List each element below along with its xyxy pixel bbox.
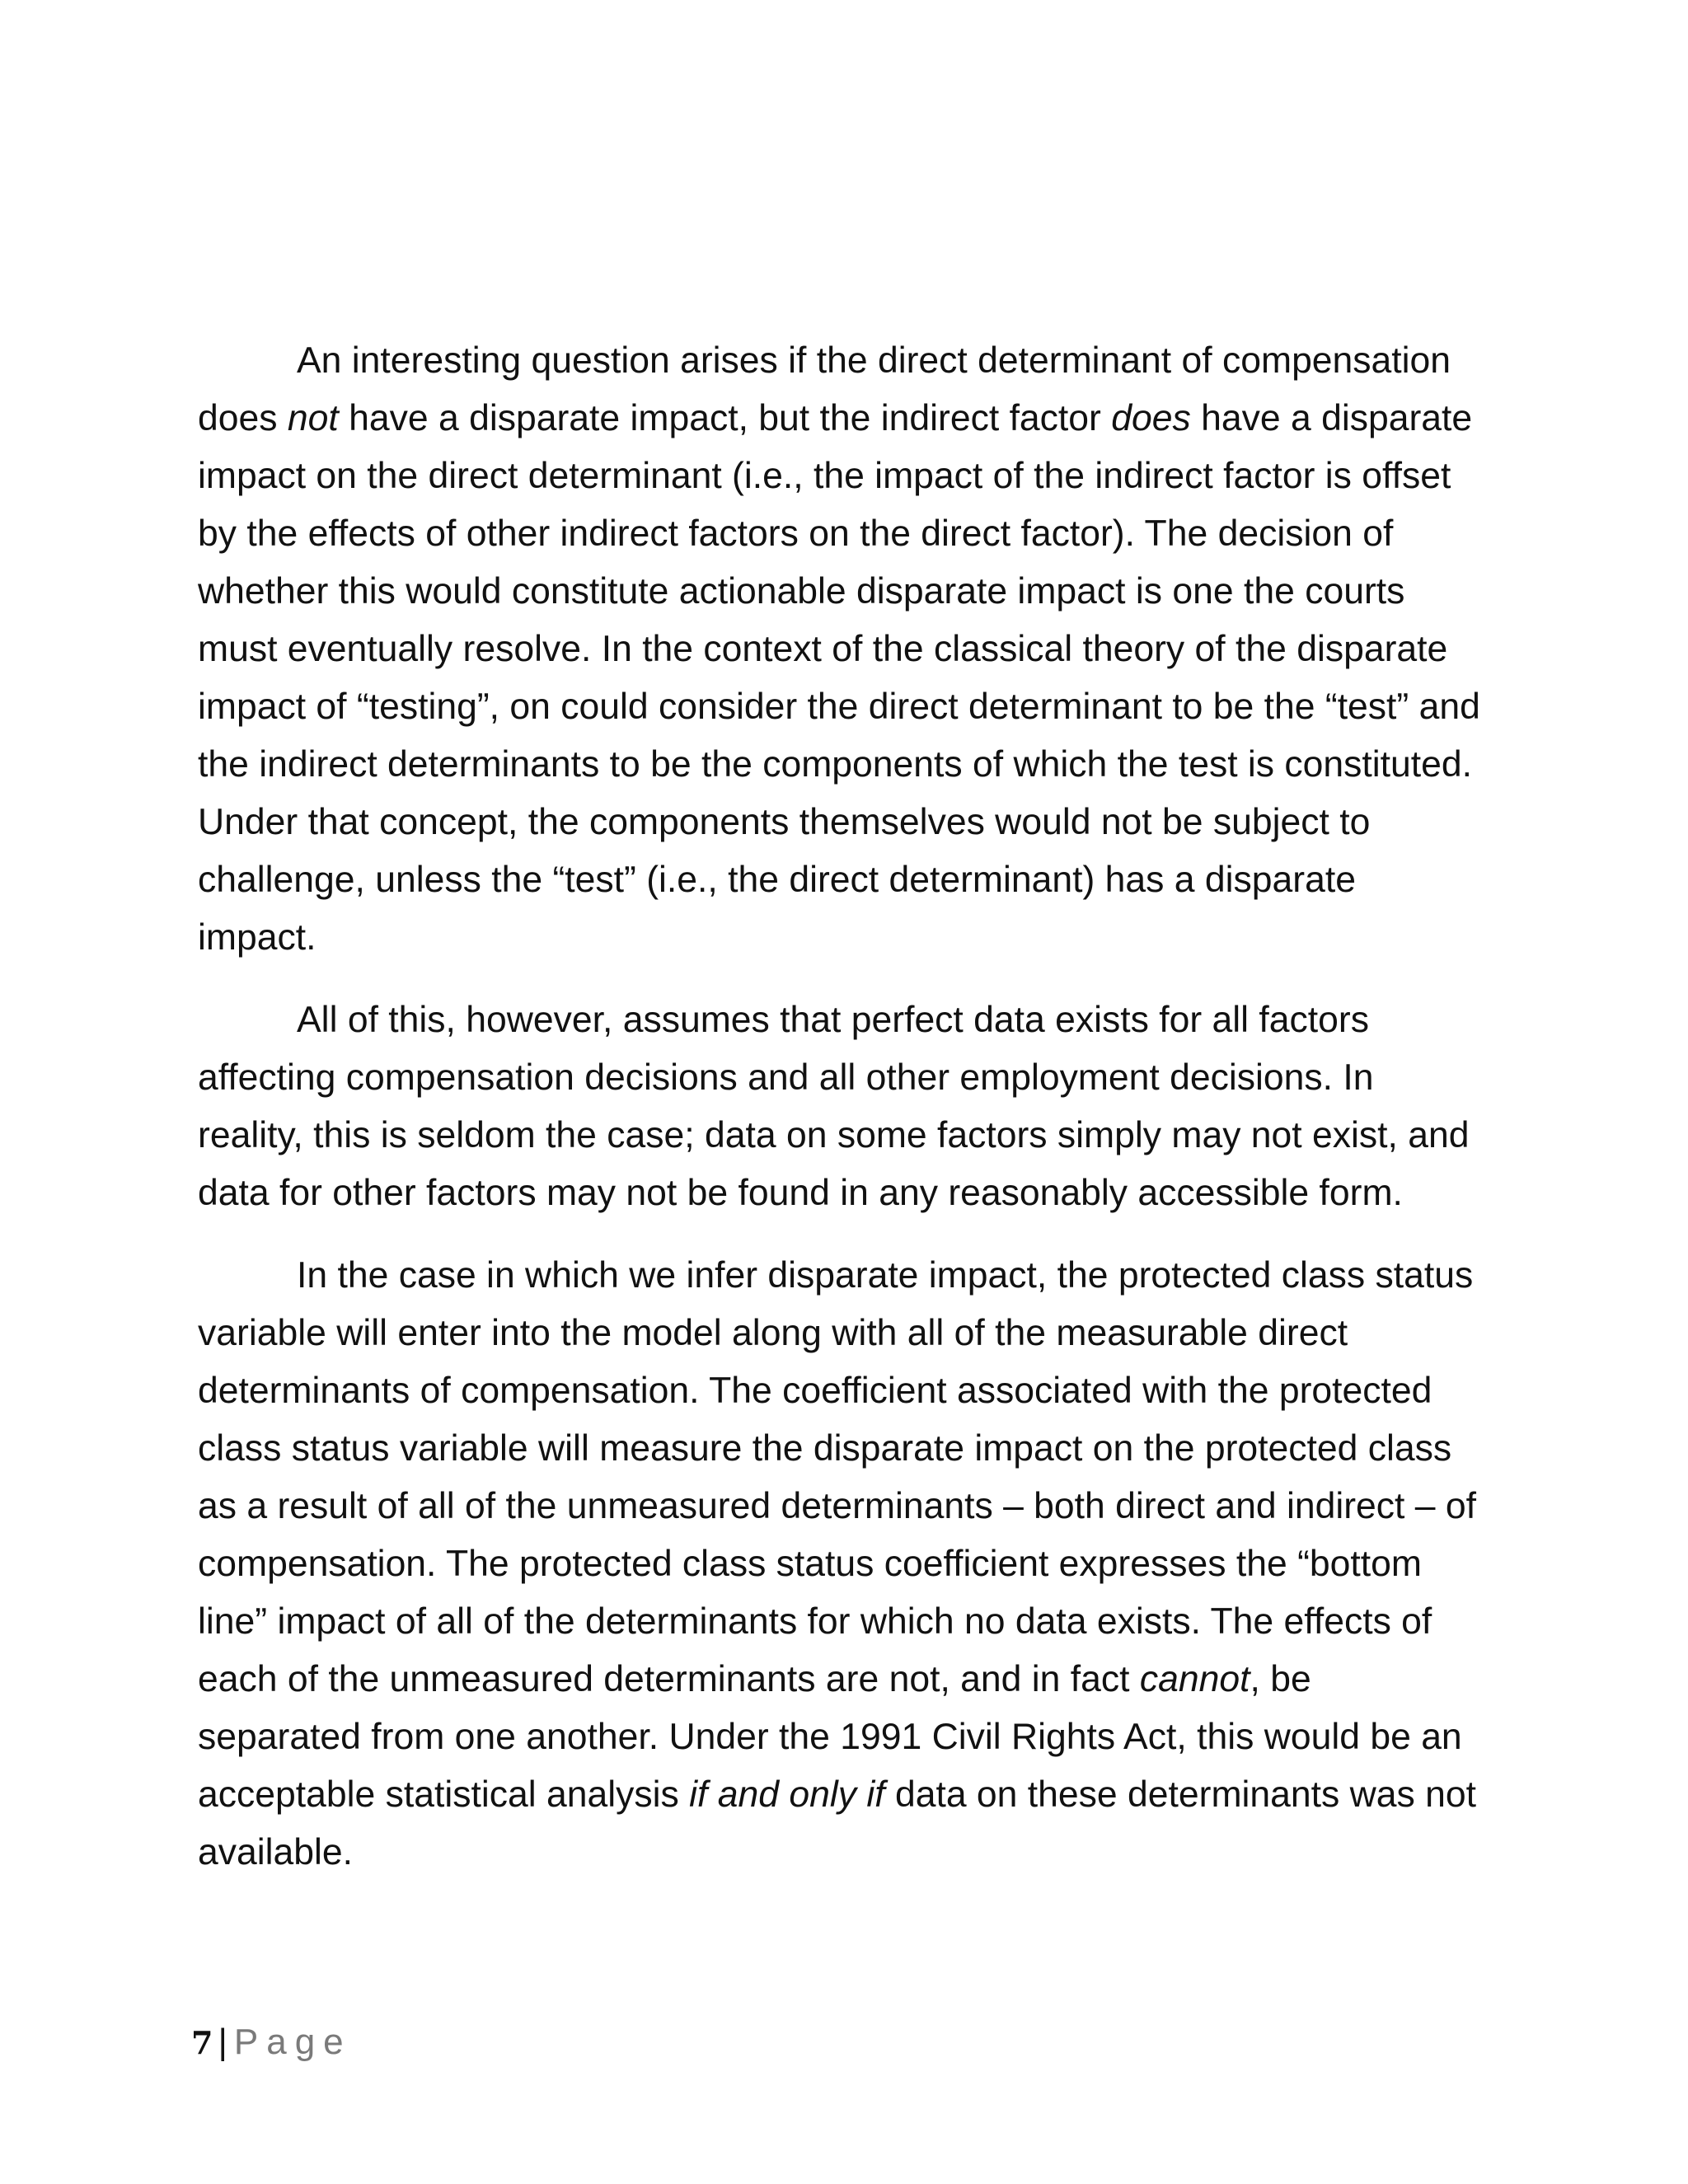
page-footer <box>191 2018 352 2068</box>
body-text <box>198 332 1484 1906</box>
paragraph-1-text-3: have a disparate impact on the direct determinant (i.e., the impact of the indirect factor is offset by the effects of other indirect factors on the direct factor). The decision of whether this would constitute actionable disparate impact is one the courts must eventually resolve. In the context of the classical theory of the disparate impact of “testing”, on could consider the direct determinant to be the “test” and the indirect determinants to be the components of which the test is constituted. Under that concept, the components themselves would not be subject to challenge, unless the “test” (i.e., the direct determinant) has a disparate impact. <box>198 398 1480 958</box>
paragraph-1-emphasis-does: does <box>1111 398 1191 438</box>
paragraph-1 <box>198 332 1484 967</box>
paragraph-1-text-1: An interesting question arises if the direct determinant of compensation does <box>198 340 1451 438</box>
footer-separator: | <box>218 2022 227 2062</box>
paragraph-2 <box>198 991 1484 1222</box>
paragraph-3-emphasis-if-and-only-if: if and only if <box>689 1774 885 1815</box>
paragraph-3-emphasis-cannot: cannot <box>1139 1659 1250 1699</box>
page-number: 7 <box>191 2024 213 2061</box>
paragraph-3-text-3: data on these determinants was not available. <box>198 1774 1476 1872</box>
paragraph-2-text: All of this, however, assumes that perfect data exists for all factors affecting compensation decisions and all other employment decisions. In reality, this is seldom the case; data on some factors simply may not exist, and data for other factors may not be found in any reasonably accessible form. <box>198 1000 1470 1213</box>
paragraph-1-emphasis-not: not <box>287 398 339 438</box>
paragraph-3-text-2: , be separated from one another. Under the 1991 Civil Rights Act, this would be an acceptable statistical analysis <box>198 1659 1462 1815</box>
paragraph-3 <box>198 1247 1484 1882</box>
paragraph-3-text-1: In the case in which we infer disparate impact, the protected class status variable will enter into the model along with all of the measurable direct determinants of compensation. The coefficient associated with the protected class status variable will measure the disparate impact on the protected class as a result of all of the unmeasured determinants – both direct and indirect – of compensation. The protected class status coefficient expresses the “bottom line” impact of all of the determinants for which no data exists. The effects of each of the unmeasured determinants are not, and in fact <box>198 1255 1476 1699</box>
page-label: Page <box>233 2022 352 2062</box>
paragraph-1-text-2: have a disparate impact, but the indirect factor <box>338 398 1112 438</box>
